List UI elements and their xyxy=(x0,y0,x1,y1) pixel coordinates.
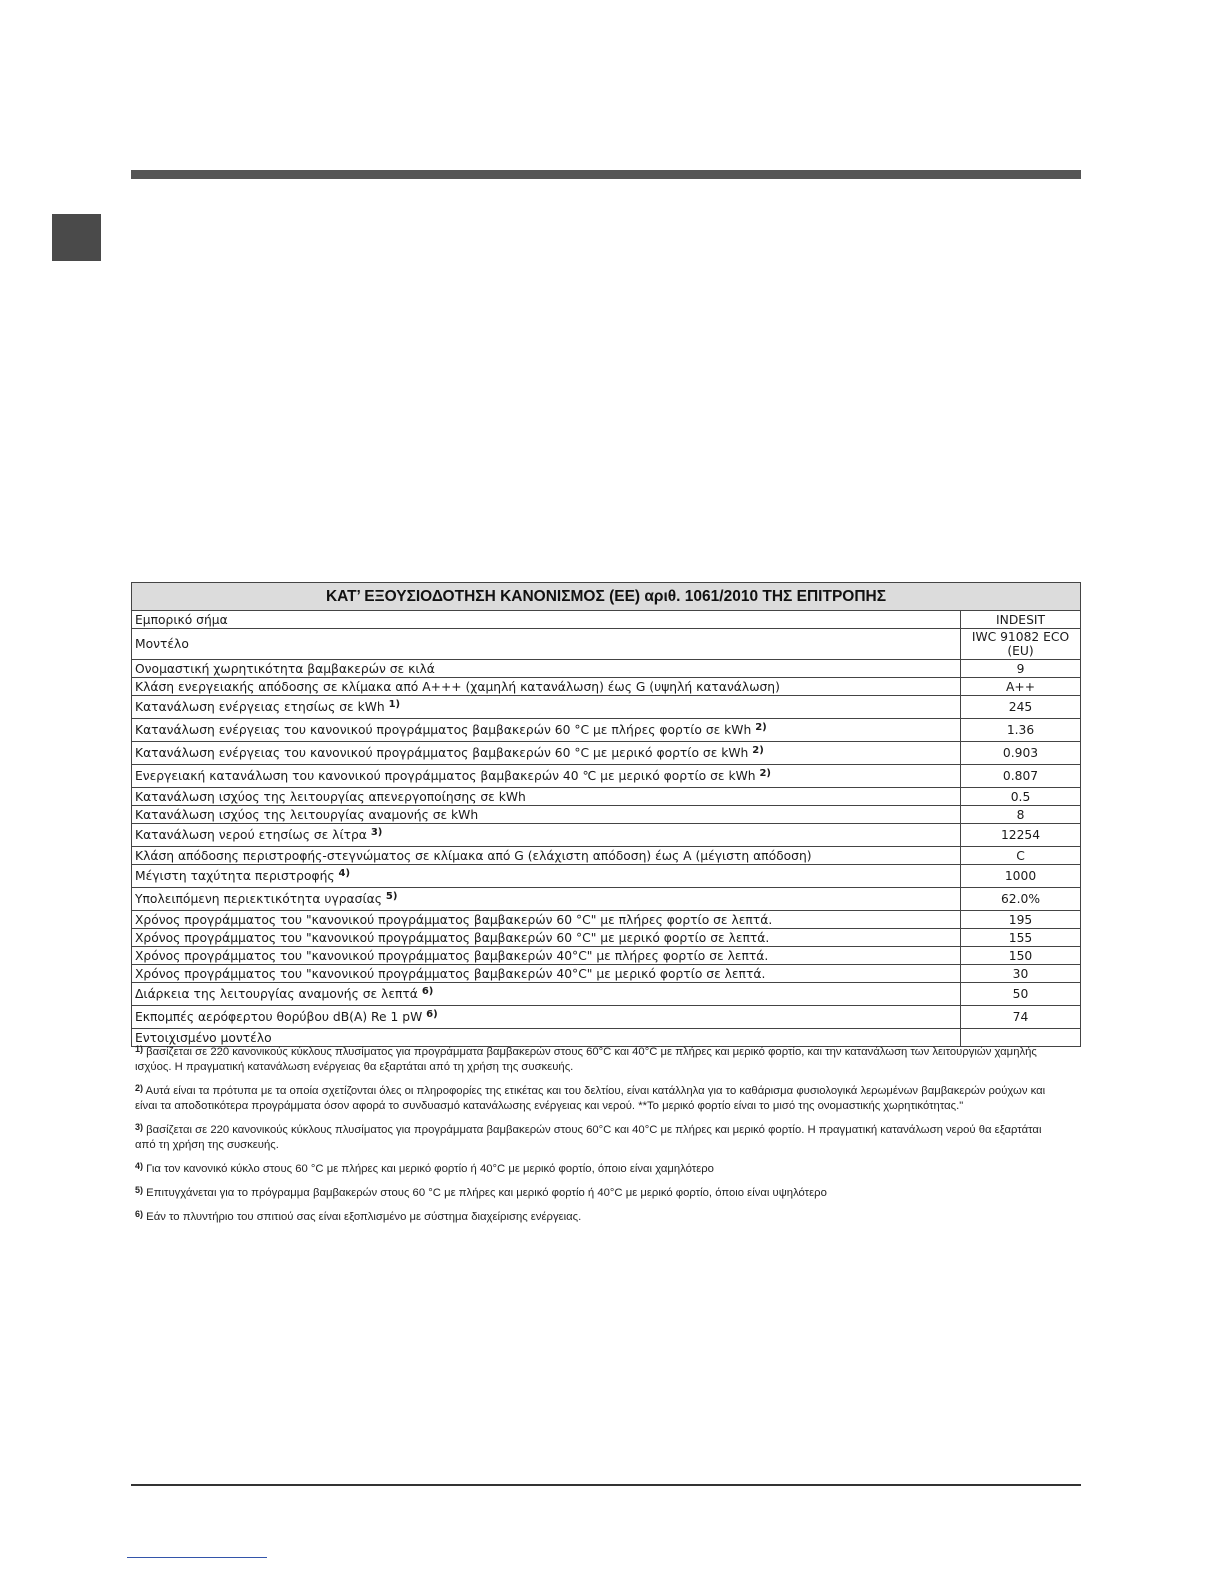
row-label: Κλάση απόδοσης περιστροφής-στεγνώματος σε κλίμακα από G (ελάχιστη απόδοση) έως A (μέγιστη απόδοση) xyxy=(132,847,961,865)
footnote-mark: 4) xyxy=(135,1161,144,1171)
row-label: Διάρκεια της λειτουργίας αναμονής σε λεπτά $^{6)}$ xyxy=(132,983,961,1006)
row-value: C xyxy=(961,847,1081,865)
footnote-mark: 2) xyxy=(135,1083,144,1093)
footnote: $^{6)}$ Εάν το πλυντήριο του σπιτιού σας είναι εξοπλισμένο με σύστημα διαχείρισης ενέργειας. xyxy=(135,1209,582,1223)
row-label: Εντοιχισμένο μοντέλο xyxy=(132,1029,961,1047)
footnote-ref: 2) xyxy=(755,722,767,733)
row-value: IWC 91082 ECO (EU) xyxy=(961,629,1081,660)
row-label: Εμπορικό σήμα xyxy=(132,611,961,629)
row-value: 195 xyxy=(961,911,1081,929)
row-value: 12254 xyxy=(961,824,1081,847)
row-value: 1.36 xyxy=(961,719,1081,742)
row-value: 155 xyxy=(961,929,1081,947)
row-label: Ενεργειακή κατανάλωση του κανονικού προγράμματος βαμβακερών 40 ℃ με μερικό φορτίο σε kWh $^{2)}$ xyxy=(132,765,961,788)
footnote-ref: 3) xyxy=(370,827,383,838)
footnote-mark: 5) xyxy=(135,1185,144,1195)
footer-link-underline xyxy=(127,1557,267,1558)
row-label: Κλάση ενεργειακής απόδοσης σε κλίμακα από A+++ (χαμηλή κατανάλωση) έως G (υψηλή κατανάλωση) xyxy=(132,678,961,696)
footnote: $^{5)}$ Επιτυγχάνεται για το πρόγραμμα βαμβακερών στους 60 °C με πλήρες και μερικό φορτίο ή 40°C με μερικό φορτίο, όποιο είναι υψηλότερο xyxy=(135,1185,827,1199)
footnote: $^{3)}$ βασίζεται σε 220 κανονικούς κύκλους πλυσίματος για προγράμματα βαμβακερών στους 60°C και 40°C με πλήρες και μερικό φορτίο. Η πραγματική κατανάλωση νερού θα εξαρτάται από τη χρήση της συσκευής. xyxy=(135,1122,1042,1151)
row-label: Κατανάλωση ενέργειας του κανονικού προγράμματος βαμβακερών 60 °C με μερικό φορτίο σε kWh $^{2)}$ xyxy=(132,742,961,765)
footnote-ref: 2) xyxy=(759,768,771,779)
footnote-ref: 4) xyxy=(338,868,351,879)
row-label: Υπολειπόμενη περιεκτικότητα υγρασίας $^{5)}$ xyxy=(132,888,961,911)
row-label: Μέγιστη ταχύτητα περιστροφής $^{4)}$ xyxy=(132,865,961,888)
row-value: A++ xyxy=(961,678,1081,696)
row-label: Χρόνος προγράμματος του "κανονικού προγράμματος βαμβακερών 40°C" με πλήρες φορτίο σε λεπτά. xyxy=(132,947,961,965)
row-label: Κατανάλωση νερού ετησίως σε λίτρα $^{3)}$ xyxy=(132,824,961,847)
row-label: Ονομαστική χωρητικότητα βαμβακερών σε κιλά xyxy=(132,660,961,678)
row-value: 74 xyxy=(961,1006,1081,1029)
footnote: $^{1)}$ βασίζεται σε 220 κανονικούς κύκλους πλυσίματος για προγράμματα βαμβακερών στους 60°C και 40°C με πλήρες και μερικό φορτίο, και την κατανάλωση των λειτουργιών χαμηλής ισχύος. Η πραγματική κατανάλωση ενέργειας θα εξαρτάται από τη χρήση της συσκευής. xyxy=(135,1044,1037,1073)
row-value: 245 xyxy=(961,696,1081,719)
footnote-ref: 1) xyxy=(388,699,401,710)
row-label: Μοντέλο xyxy=(132,629,961,660)
footnote-ref: 5) xyxy=(385,891,398,902)
row-label: Χρόνος προγράμματος του "κανονικού προγράμματος βαμβακερών 60 °C" με μερικό φορτίο σε λεπτά. xyxy=(132,929,961,947)
footnote-mark: 6) xyxy=(135,1209,144,1219)
row-value xyxy=(961,1029,1081,1047)
row-value: 150 xyxy=(961,947,1081,965)
row-value: 30 xyxy=(961,965,1081,983)
row-value: 1000 xyxy=(961,865,1081,888)
row-value: 8 xyxy=(961,806,1081,824)
footnote-mark: 3) xyxy=(135,1122,144,1132)
energy-spec-table xyxy=(131,582,1081,1047)
table-title: ΚΑΤ’ ΕΞΟΥΣΙΟΔΟΤΗΣΗ ΚΑΝΟΝΙΣΜΟΣ (ΕΕ) αριθ. 1061/2010 ΤΗΣ ΕΠΙΤΡΟΠΗΣ xyxy=(132,583,1081,611)
row-value: 0.5 xyxy=(961,788,1081,806)
row-value: 0.903 xyxy=(961,742,1081,765)
row-label: Κατανάλωση ενέργειας ετησίως σε kWh $^{1)}$ xyxy=(132,696,961,719)
row-value: 50 xyxy=(961,983,1081,1006)
row-value: INDESIT xyxy=(961,611,1081,629)
header-rule xyxy=(131,170,1081,179)
footnote-ref: 6) xyxy=(421,986,434,997)
footnote-ref: 6) xyxy=(426,1009,438,1020)
row-value: 9 xyxy=(961,660,1081,678)
row-label: Χρόνος προγράμματος του "κανονικού προγράμματος βαμβακερών 60 °C" με πλήρες φορτίο σε λεπτά. xyxy=(132,911,961,929)
row-label: Εκπομπές αερόφερτου θορύβου dB(A) Re 1 pW $^{6)}$ xyxy=(132,1006,961,1029)
row-label: Χρόνος προγράμματος του "κανονικού προγράμματος βαμβακερών 40°C" με μερικό φορτίο σε λεπτά. xyxy=(132,965,961,983)
footer-rule xyxy=(131,1484,1081,1486)
row-label: Κατανάλωση ισχύος της λειτουργίας απενεργοποίησης σε kWh xyxy=(132,788,961,806)
row-value: 0.807 xyxy=(961,765,1081,788)
footnote: $^{4)}$ Για τον κανονικό κύκλο στους 60 °C με πλήρες και μερικό φορτίο ή 40°C με μερικό φορτίο, όποιο είναι χαμηλότερο xyxy=(135,1161,714,1175)
row-label: Κατανάλωση ισχύος της λειτουργίας αναμονής σε kWh xyxy=(132,806,961,824)
row-value: 62.0% xyxy=(961,888,1081,911)
row-label: Κατανάλωση ενέργειας του κανονικού προγράμματος βαμβακερών 60 °C με πλήρες φορτίο σε kWh $^{2)}$ xyxy=(132,719,961,742)
footnotes xyxy=(135,1045,1065,1234)
footnote-ref: 2) xyxy=(752,745,764,756)
language-tab-marker xyxy=(52,214,101,261)
footnote-mark: 1) xyxy=(135,1044,144,1054)
footnote: $^{2)}$ Αυτά είναι τα πρότυπα με τα οποία σχετίζονται όλες οι πληροφορίες της ετικέτας και του δελτίου, είναι κατάλληλα για το καθάρισμα φυσιολογικά λερωμένων βαμβακερών ρούχων και είναι τα αποδοτικότερα προγράμματα όσον αφορά το συνδυασμό κατανάλωσης ενέργειας και νερού. **Το μερικό φορτίο είναι το μισό της ονομαστικής χωρητικότητας." xyxy=(135,1083,1046,1112)
